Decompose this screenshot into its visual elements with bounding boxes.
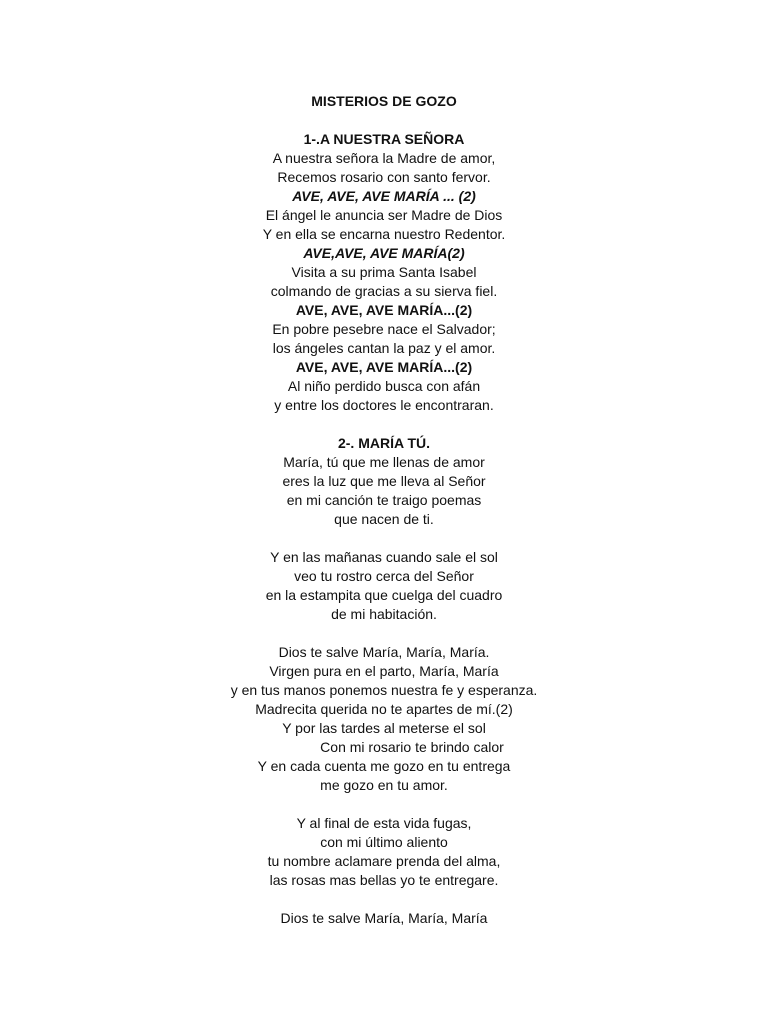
song1-refrain: AVE, AVE, AVE MARÍA ... (2) <box>292 188 476 204</box>
song1-heading: 1-.A NUESTRA SEÑORA <box>303 131 465 147</box>
spacer <box>0 111 768 130</box>
song1-line: los ángeles cantan la paz y el amor. <box>272 340 496 356</box>
song2-line: Madrecita querida no te apartes de mí.(2) <box>255 701 513 717</box>
song2-closing: Dios te salve María, María, María <box>280 910 488 926</box>
song2-line: en la estampita que cuelga del cuadro <box>265 587 503 603</box>
spacer <box>0 624 768 643</box>
song1-line: El ángel le anuncia ser Madre de Dios <box>265 207 503 223</box>
song1-line: En pobre pesebre nace el Salvador; <box>272 321 496 337</box>
song1-line: colmando de gracias a su sierva fiel. <box>270 283 498 299</box>
spacer <box>0 415 768 434</box>
song2-heading: 2-. MARÍA TÚ. <box>337 435 431 451</box>
song2-line: eres la luz que me lleva al Señor <box>282 473 486 489</box>
song1-line: Visita a su prima Santa Isabel <box>291 264 477 280</box>
spacer <box>0 795 768 814</box>
song2-line: Con mi rosario te brindo calor <box>320 739 504 755</box>
spacer <box>0 529 768 548</box>
song1-line: Recemos rosario con santo fervor. <box>277 169 491 185</box>
song2-line: me gozo en tu amor. <box>320 777 448 793</box>
song2-line: Y en las mañanas cuando sale el sol <box>270 549 498 565</box>
song2-line: Y al final de esta vida fugas, <box>296 815 472 831</box>
song2-line: Y en cada cuenta me gozo en tu entrega <box>257 758 511 774</box>
song2-line: María, tú que me llenas de amor <box>283 454 485 470</box>
song2-line: y en tus manos ponemos nuestra fe y esperanza. <box>230 682 538 698</box>
song1-refrain: AVE, AVE, AVE MARÍA...(2) <box>295 359 473 375</box>
song2-line: tu nombre aclamare prenda del alma, <box>267 853 501 869</box>
song2-line: Dios te salve María, María, María. <box>278 644 490 660</box>
song2-line: de mi habitación. <box>331 606 437 622</box>
document-title: MISTERIOS DE GOZO <box>311 93 457 109</box>
song2-line: veo tu rostro cerca del Señor <box>294 568 474 584</box>
song2-line: Y por las tardes al meterse el sol <box>282 720 486 736</box>
song1-refrain: AVE,AVE, AVE MARÍA(2) <box>303 245 465 261</box>
song1-line: Al niño perdido busca con afán <box>287 378 481 394</box>
song2-line: en mi canción te traigo poemas <box>286 492 482 508</box>
song2-line: Virgen pura en el parto, María, María <box>269 663 499 679</box>
song1-line: Y en ella se encarna nuestro Redentor. <box>262 226 506 242</box>
song1-refrain: AVE, AVE, AVE MARÍA...(2) <box>295 302 473 318</box>
song1-line: y entre los doctores le encontraran. <box>274 397 494 413</box>
song2-line: que nacen de ti. <box>334 511 434 527</box>
song2-line: con mi último aliento <box>320 834 448 850</box>
spacer <box>0 890 768 909</box>
song1-line: A nuestra señora la Madre de amor, <box>272 150 496 166</box>
song2-line: las rosas mas bellas yo te entregare. <box>269 872 499 888</box>
